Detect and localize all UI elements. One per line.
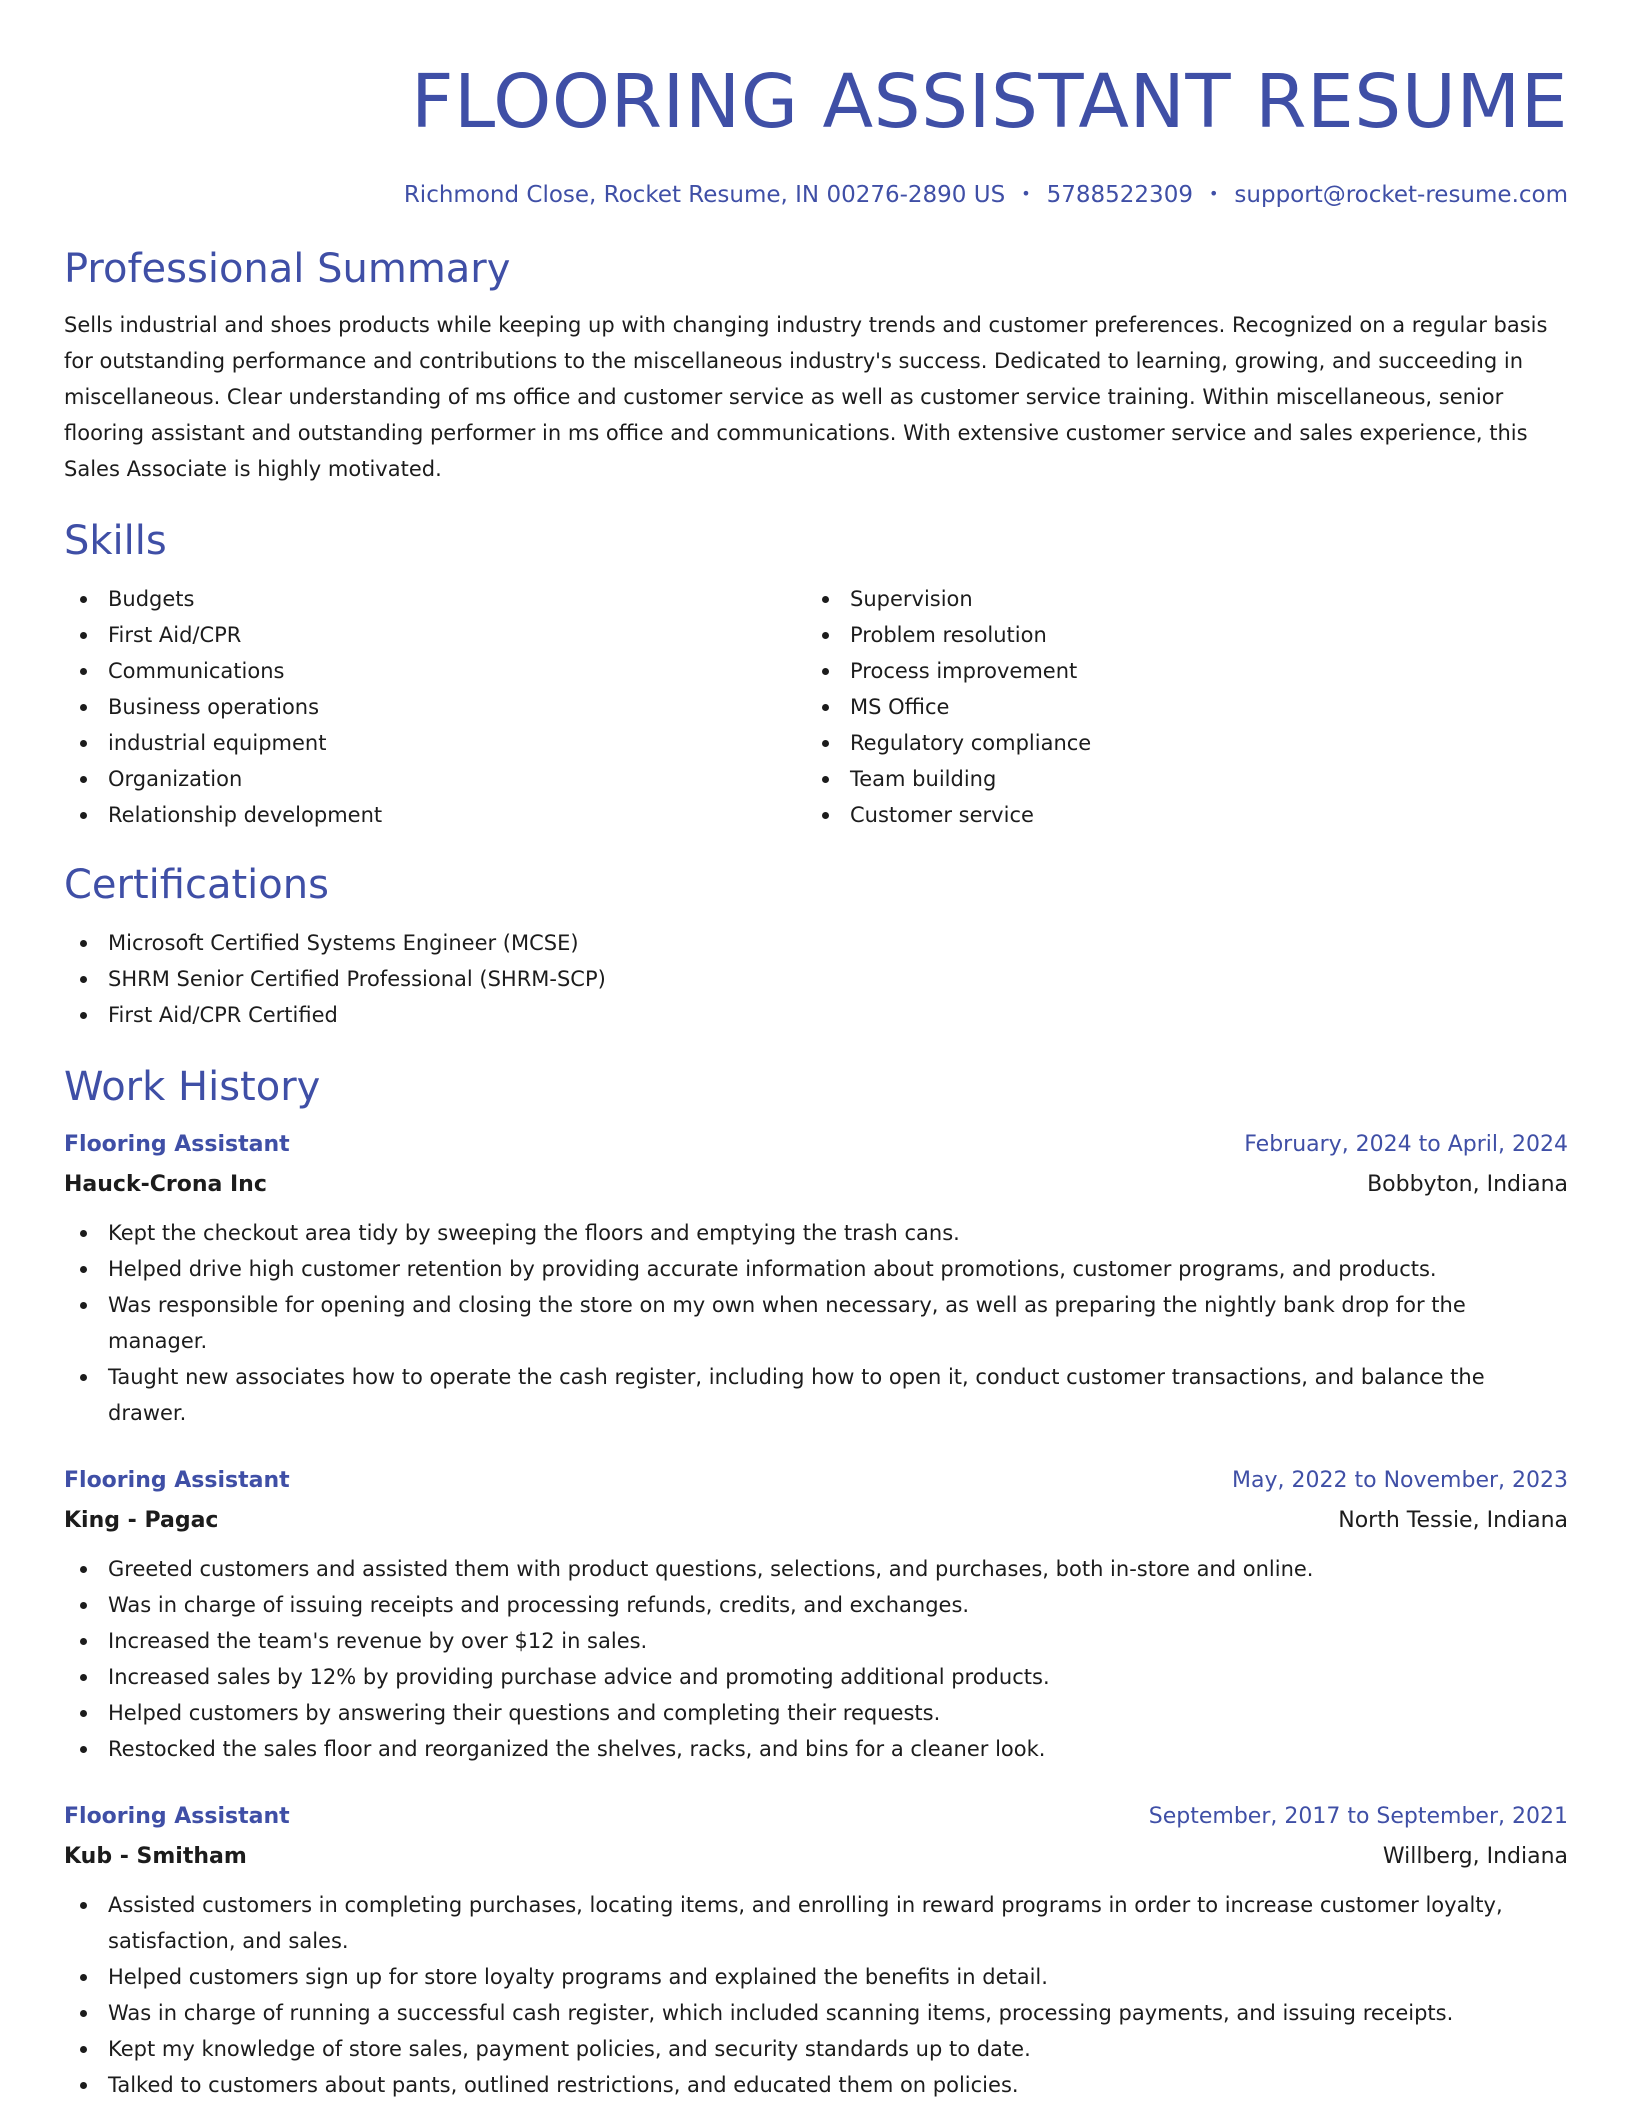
skill-item: industrial equipment [64,725,806,761]
skill-item: Team building [806,761,1548,797]
skill-item: Regulatory compliance [806,725,1548,761]
job-bullet-list [64,1551,1568,1767]
job-header-row [64,1797,1568,1837]
contact-separator: • [1208,184,1219,203]
skill-item: Customer service [806,797,1548,833]
skills-heading: Skills [64,518,167,564]
job-bullet: Increased sales by 12% by providing purchase advice and promoting additional products. [64,1659,1568,1695]
job-company: Kub - Smitham [64,1844,247,1869]
job-bullet: Increased the team's revenue by over $12 in sales. [64,1623,1568,1659]
job-company-row [64,1837,1568,1877]
job-header-row [64,1461,1568,1501]
work-history-heading: Work History [64,1064,321,1110]
job-location: Willberg, Indiana [1382,1844,1568,1869]
contact-email[interactable]: support@rocket-resume.com [1234,182,1568,208]
certification-item: First Aid/CPR Certified [64,997,1568,1033]
skill-item: Relationship development [64,797,806,833]
job-bullet: Greeted customers and assisted them with product questions, selections, and purchases, both in-store and online. [64,1551,1568,1587]
job-dates: May, 2022 to November, 2023 [1232,1468,1568,1493]
skill-item: Supervision [806,581,1548,617]
summary-heading: Professional Summary [64,246,511,292]
certifications-heading: Certifications [64,862,329,908]
job-bullet: Talked to customers about pants, outlined restrictions, and educated them on policies. [64,2067,1568,2103]
job-header-row [64,1125,1568,1165]
job-location: Bobbyton, Indiana [1367,1172,1568,1197]
job-company: Hauck-Crona Inc [64,1172,267,1197]
skill-item: Problem resolution [806,617,1548,653]
skill-item: MS Office [806,689,1548,725]
resume-title: FLOORING ASSISTANT RESUME [410,59,1568,145]
contact-address: Richmond Close, Rocket Resume, IN 00276-2890 US [403,182,1006,208]
skills-grid [64,581,1568,833]
job-bullet-list [64,1887,1568,2103]
job-company: King - Pagac [64,1508,219,1533]
job-dates: September, 2017 to September, 2021 [1148,1804,1568,1829]
certifications-list [64,925,1568,1033]
contact-line [64,178,1568,211]
job-entry [64,1461,1568,1767]
skills-list-right [806,581,1548,833]
job-dates: February, 2024 to April, 2024 [1244,1132,1568,1157]
job-bullet: Helped customers by answering their questions and completing their requests. [64,1695,1568,1731]
certification-item: Microsoft Certified Systems Engineer (MCSE) [64,925,1568,961]
job-bullet: Helped drive high customer retention by providing accurate information about promotions, customer programs, and products. [64,1251,1568,1287]
skill-item: Business operations [64,689,806,725]
summary-text: Sells industrial and shoes products while keeping up with changing industry trends and customer preferences. Recognized on a regular basis for outstanding performance and contributions to the miscellaneous industry's success. Dedicated to learning, growing, and succeeding in miscellaneous. Clear understanding of ms office and customer service as well as customer service training. Within miscellaneous, senior flooring assistant and outstanding performer in ms office and communications. With extensive customer service and sales experience, this Sales Associate is highly motivated. [64,313,1548,481]
job-bullet: Was in charge of issuing receipts and processing refunds, credits, and exchanges. [64,1587,1568,1623]
job-bullet: Helped customers sign up for store loyalty programs and explained the benefits in detail. [64,1959,1568,1995]
job-bullet: Taught new associates how to operate the cash register, including how to open it, conduct customer transactions, and balance the drawer. [64,1359,1568,1431]
job-bullet: Was responsible for opening and closing the store on my own when necessary, as well as preparing the nightly bank drop for the manager. [64,1287,1568,1359]
job-location: North Tessie, Indiana [1338,1508,1568,1533]
certification-item: SHRM Senior Certified Professional (SHRM-SCP) [64,961,1568,997]
skill-item: Communications [64,653,806,689]
job-bullet: Kept the checkout area tidy by sweeping the floors and emptying the trash cans. [64,1215,1568,1251]
job-entry [64,1797,1568,2103]
skill-item: Organization [64,761,806,797]
job-entry [64,1125,1568,1431]
job-bullet: Kept my knowledge of store sales, payment policies, and security standards up to date. [64,2031,1568,2067]
job-bullet: Restocked the sales floor and reorganized the shelves, racks, and bins for a cleaner look. [64,1731,1568,1767]
skill-item: Budgets [64,581,806,617]
contact-phone: 5788522309 [1046,182,1193,208]
contact-separator: • [1021,184,1031,203]
job-company-row [64,1501,1568,1541]
job-title: Flooring Assistant [64,1468,290,1493]
job-bullet: Assisted customers in completing purchases, locating items, and enrolling in reward programs in order to increase customer loyalty, satisfaction, and sales. [64,1887,1568,1959]
job-bullet: Was in charge of running a successful cash register, which included scanning items, processing payments, and issuing receipts. [64,1995,1568,2031]
job-company-row [64,1165,1568,1205]
job-title: Flooring Assistant [64,1804,290,1829]
skill-item: First Aid/CPR [64,617,806,653]
skills-list-left [64,581,806,833]
skill-item: Process improvement [806,653,1548,689]
job-title: Flooring Assistant [64,1132,290,1157]
job-bullet-list [64,1215,1568,1431]
